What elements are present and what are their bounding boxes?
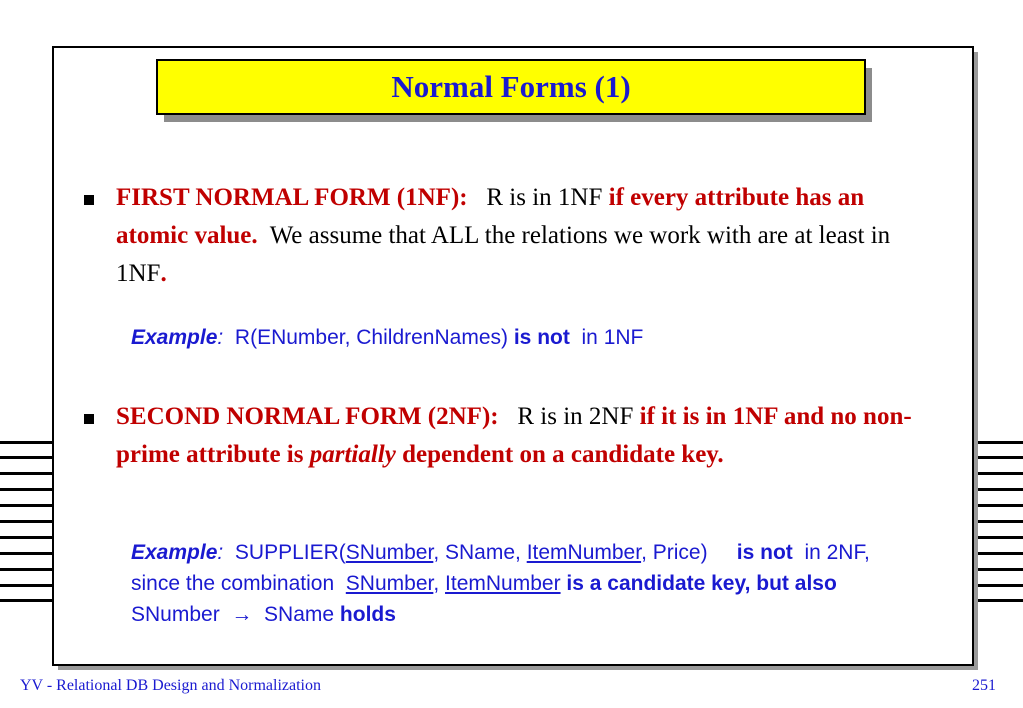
example-2-b1: is not	[736, 541, 793, 564]
bullet-square-icon	[84, 414, 94, 424]
second-normal-form-paragraph	[116, 398, 926, 474]
example-2-b2: is a candidate key, but also	[566, 572, 837, 595]
example-2-t1: SUPPLIER(	[234, 541, 346, 564]
example-1	[131, 322, 891, 353]
second-bold1: if it is in 1NF and no non-prime attribute is	[116, 403, 912, 468]
example-1-label: Example	[131, 326, 218, 349]
example-1-text: R(ENumber, ChildrenNames)	[234, 326, 508, 349]
second-italic: partially	[309, 441, 396, 468]
first-normal-form-paragraph	[116, 179, 896, 293]
arrow-right-icon: →	[231, 603, 253, 626]
example-2-t4: in 2NF, since the combination	[131, 541, 870, 595]
example-2-label: Example	[131, 541, 218, 564]
example-2-u2: ItemNumber	[526, 541, 642, 564]
first-text2: We assume that ALL the relations we work with are at least in 1NF	[116, 222, 891, 287]
example-1-tail: in 1NF	[581, 326, 644, 349]
slide-title: Normal Forms (1)	[391, 69, 631, 104]
example-2-u4: ItemNumber	[445, 572, 561, 595]
first-period: .	[160, 260, 167, 287]
example-2-u1: SNumber	[345, 541, 434, 564]
example-2-t7: SName	[264, 603, 335, 626]
example-2-colon: :	[217, 541, 224, 564]
second-bold2: dependent on a candidate key.	[402, 441, 724, 468]
second-text1: R is in 2NF	[517, 403, 634, 430]
footer-course-title: YV - Relational DB Design and Normalization	[20, 677, 321, 694]
bullet-square-icon	[84, 195, 94, 205]
example-1-bold: is not	[513, 326, 570, 349]
footer-page-number: 251	[972, 677, 996, 694]
example-2-t3: , Price)	[641, 541, 708, 564]
example-1-colon: :	[217, 326, 224, 349]
first-bold: if every attribute has an atomic value.	[116, 184, 865, 249]
first-text1: R is in 1NF	[486, 184, 603, 211]
first-heading: FIRST NORMAL FORM (1NF):	[116, 184, 468, 211]
example-2-t5: ,	[433, 572, 440, 595]
example-2-u3: SNumber	[345, 572, 434, 595]
example-2-b3: holds	[339, 603, 396, 626]
title-box	[156, 59, 866, 115]
example-2	[104, 537, 894, 630]
second-heading: SECOND NORMAL FORM (2NF):	[116, 403, 499, 430]
example-2-t6: SNumber	[131, 603, 220, 626]
example-2-t2: , SName,	[433, 541, 521, 564]
